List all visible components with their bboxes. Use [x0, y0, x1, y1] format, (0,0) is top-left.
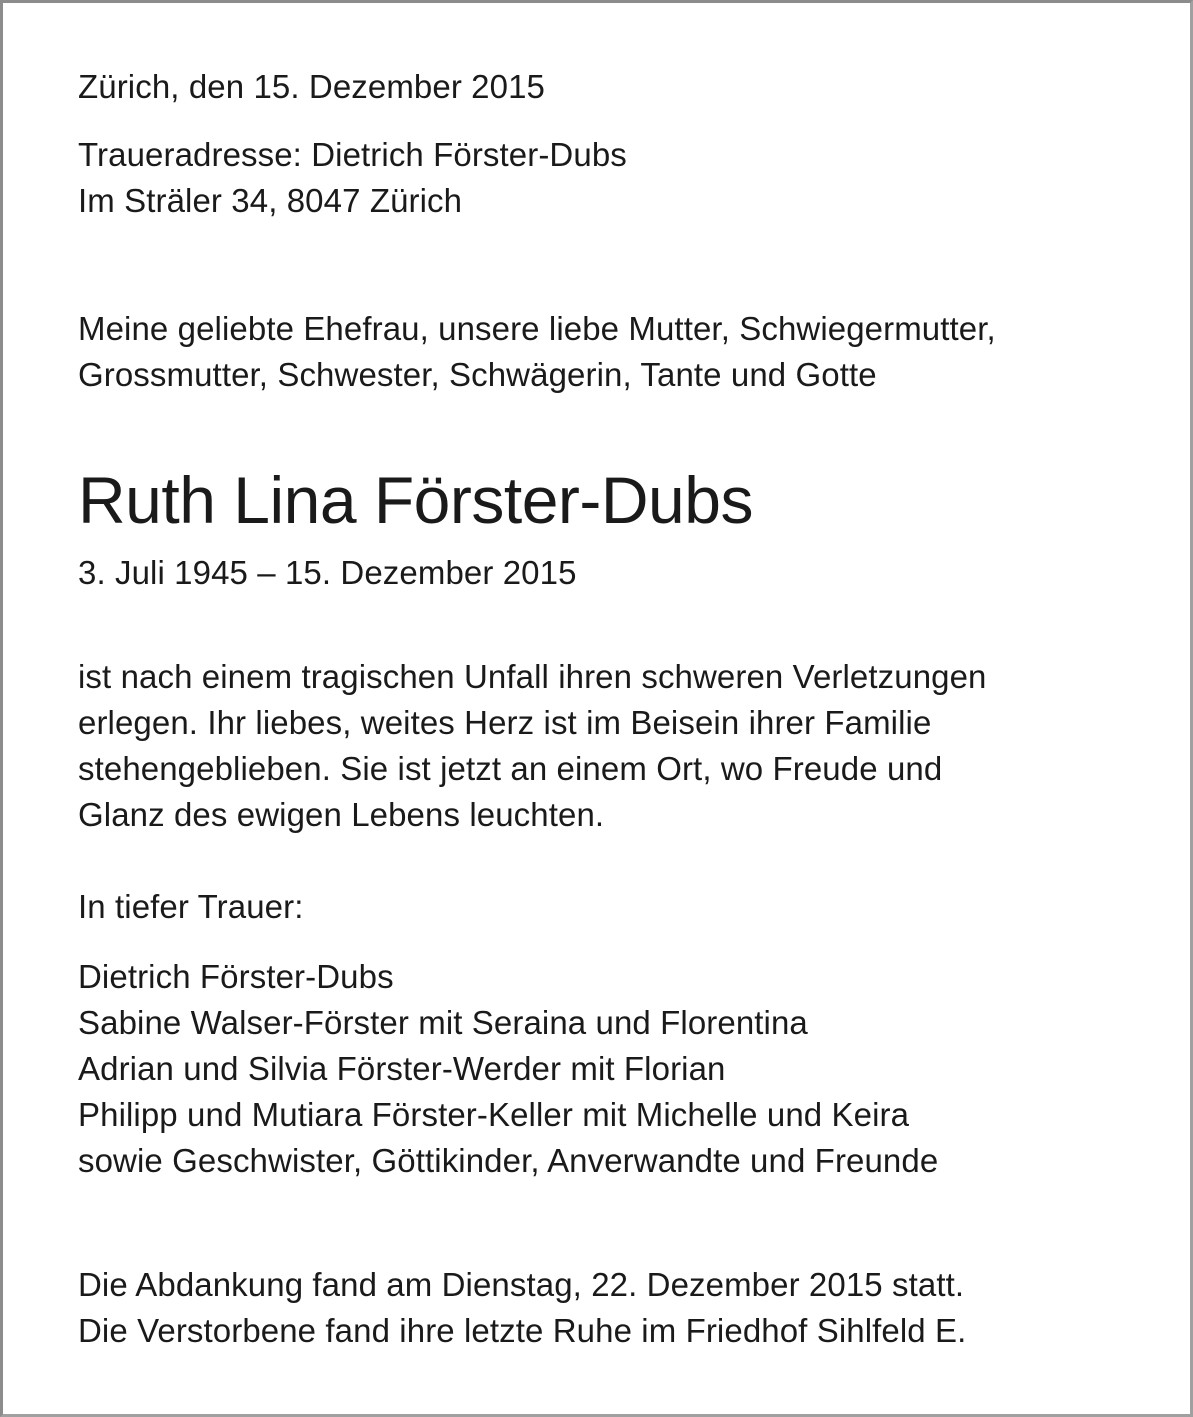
mourning-address-line: Traueradresse: Dietrich Förster-Dubs — [78, 136, 627, 173]
body-line: Glanz des ewigen Lebens leuchten. — [78, 796, 605, 833]
deceased-name: Ruth Lina Förster-Dubs — [78, 463, 753, 537]
body-line: ist nach einem tragischen Unfall ihren schweren Verletzungen — [78, 658, 987, 695]
intro-line: Grossmutter, Schwester, Schwägerin, Tante und Gotte — [78, 356, 877, 393]
family-member: sowie Geschwister, Göttikinder, Anverwandte und Freunde — [78, 1142, 939, 1179]
closing-line: Die Verstorbene fand ihre letzte Ruhe im Friedhof Sihlfeld E. — [78, 1312, 967, 1349]
closing-text — [78, 1262, 966, 1354]
family-list — [78, 954, 938, 1184]
life-dates: 3. Juli 1945 – 15. Dezember 2015 — [78, 554, 577, 591]
mourning-address-line: Im Sträler 34, 8047 Zürich — [78, 182, 463, 219]
body-line: erlegen. Ihr liebes, weites Herz ist im Beisein ihrer Familie — [78, 704, 932, 741]
intro-text — [78, 306, 996, 398]
family-member: Dietrich Förster-Dubs — [78, 958, 394, 995]
intro-line: Meine geliebte Ehefrau, unsere liebe Mutter, Schwiegermutter, — [78, 310, 996, 347]
body-line: stehengeblieben. Sie ist jetzt an einem Ort, wo Freude und — [78, 750, 943, 787]
place-date: Zürich, den 15. Dezember 2015 — [78, 68, 545, 105]
mourning-label: In tiefer Trauer: — [78, 888, 304, 925]
family-member: Adrian und Silvia Förster-Werder mit Florian — [78, 1050, 726, 1087]
body-text — [78, 654, 987, 838]
mourning-address — [78, 132, 627, 224]
family-member: Philipp und Mutiara Förster-Keller mit Michelle und Keira — [78, 1096, 910, 1133]
closing-line: Die Abdankung fand am Dienstag, 22. Dezember 2015 statt. — [78, 1266, 965, 1303]
family-member: Sabine Walser-Förster mit Seraina und Florentina — [78, 1004, 808, 1041]
